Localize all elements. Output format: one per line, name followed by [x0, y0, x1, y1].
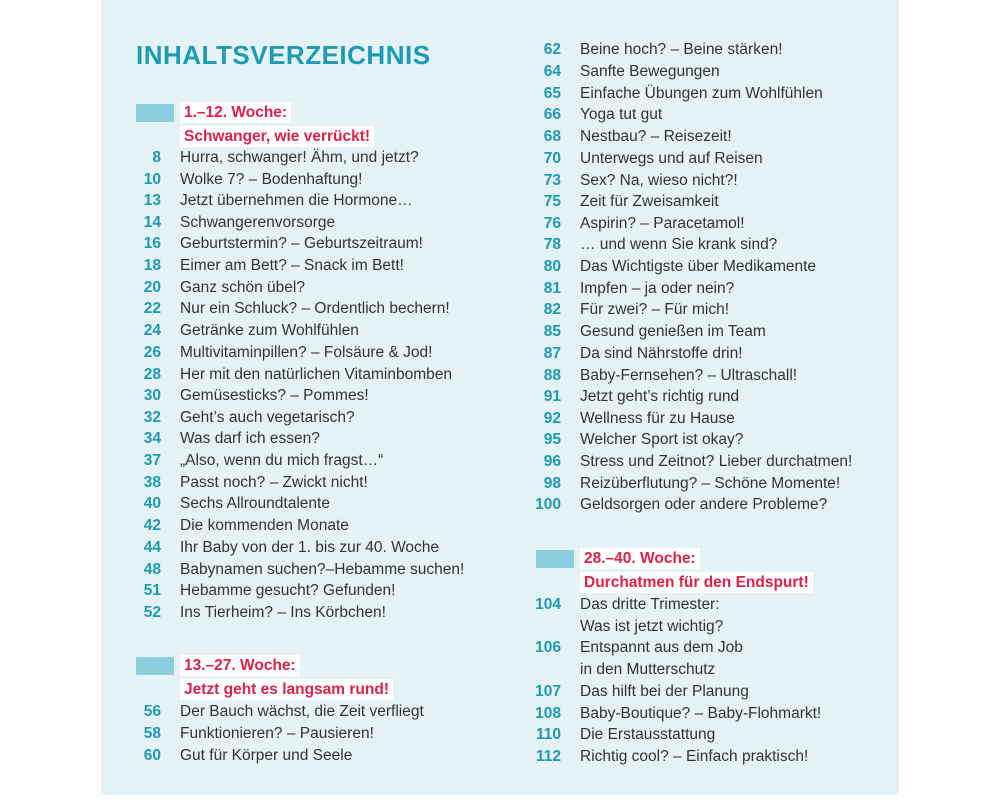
entry-title: Nur ein Schluck? – Ordentlich bechern! — [180, 300, 450, 317]
page-number: 73 — [543, 172, 561, 189]
entry-title: Schwangerenvorsorge — [180, 214, 336, 231]
page-number: 95 — [543, 431, 561, 448]
entry-title: Impfen – ja oder nein? — [580, 280, 735, 297]
page-number: 91 — [543, 388, 561, 405]
page-number: 66 — [543, 106, 561, 123]
page-number: 110 — [535, 726, 561, 743]
page-number: 44 — [143, 539, 161, 556]
page-number: 70 — [543, 150, 561, 167]
page-number: 30 — [143, 387, 161, 404]
toc-page — [101, 0, 899, 795]
page-number: 51 — [143, 582, 161, 599]
entry-title: Yoga tut gut — [580, 106, 663, 123]
entry-title: Sanfte Bewegungen — [580, 63, 720, 80]
entry-title: Multivitaminpillen? – Folsäure & Jod! — [180, 344, 433, 361]
entry-title: Baby-Fernsehen? – Ultraschall! — [580, 367, 798, 384]
page-number: 42 — [143, 517, 161, 534]
page-number: 60 — [143, 747, 161, 764]
page-number: 32 — [143, 409, 161, 426]
page-number: 56 — [143, 703, 161, 720]
section-bar — [536, 550, 574, 568]
entry-title: Das hilft bei der Planung — [580, 683, 749, 700]
entry-title: Geldsorgen oder andere Probleme? — [580, 496, 828, 513]
entry-title: Was darf ich essen? — [180, 430, 320, 447]
entry-title: Beine hoch? – Beine stärken! — [580, 41, 783, 58]
entry-title: Der Bauch wächst, die Zeit verfliegt — [180, 703, 424, 720]
entry-title: Gemüsesticks? – Pommes! — [180, 387, 369, 404]
entry-title: Nestbau? – Reisezeit! — [580, 128, 732, 145]
page-number: 112 — [535, 748, 561, 765]
entry-title: Zeit für Zweisamkeit — [580, 193, 719, 210]
entry-title: Die kommenden Monate — [180, 517, 349, 534]
entry-title: Geht’s auch vegetarisch? — [180, 409, 355, 426]
entry-title: Gesund genießen im Team — [580, 323, 766, 340]
entry-title: Babynamen suchen?–Hebamme suchen! — [180, 561, 465, 578]
entry-title: Aspirin? – Paracetamol! — [580, 215, 745, 232]
entry-title: Das Wichtigste über Medikamente — [580, 258, 817, 275]
entry-title: … und wenn Sie krank sind? — [580, 236, 778, 253]
section-subtitle: Schwanger, wie verrückt! — [180, 126, 374, 147]
entry-title: Sechs Allroundtalente — [180, 495, 330, 512]
entry-title: Ins Tierheim? – Ins Körbchen! — [180, 604, 386, 621]
page-number: 16 — [143, 235, 161, 252]
page-number: 106 — [535, 639, 561, 656]
page-number: 14 — [143, 214, 161, 231]
entry-title: Eimer am Bett? – Snack im Bett! — [180, 257, 404, 274]
entry-title: Für zwei? – Für mich! — [580, 301, 730, 318]
page-number: 92 — [543, 410, 561, 427]
page-number: 22 — [143, 300, 161, 317]
page-number: 64 — [543, 63, 561, 80]
page-number: 107 — [535, 683, 561, 700]
entry-title: „Also, wenn du mich fragst…“ — [180, 452, 384, 469]
page-number: 52 — [143, 604, 161, 621]
entry-title: Da sind Nährstoffe drin! — [580, 345, 743, 362]
entry-title: Geburtstermin? – Geburtszeitraum! — [180, 235, 423, 252]
page-number: 98 — [543, 475, 561, 492]
page-number: 8 — [152, 149, 161, 166]
entry-title: Passt noch? – Zwickt nicht! — [180, 474, 368, 491]
entry-title: Ganz schön übel? — [180, 279, 305, 296]
page-number: 48 — [143, 561, 161, 578]
entry-title: Hurra, schwanger! Ähm, und jetzt? — [180, 149, 419, 166]
page-number: 78 — [543, 236, 561, 253]
entry-title: Stress und Zeitnot? Lieber durchatmen! — [580, 453, 853, 470]
page-number: 87 — [543, 345, 561, 362]
entry-title: Unterwegs und auf Reisen — [580, 150, 763, 167]
entry-title: Einfache Übungen zum Wohlfühlen — [580, 85, 823, 102]
entry-title: Welcher Sport ist okay? — [580, 431, 744, 448]
entry-title-continued: Was ist jetzt wichtig? — [580, 618, 724, 635]
page-number: 82 — [543, 301, 561, 318]
section-title: 28.–40. Woche: — [580, 548, 700, 569]
entry-title: Sex? Na, wieso nicht?! — [580, 172, 738, 189]
page-number: 40 — [143, 495, 161, 512]
page-number: 20 — [143, 279, 161, 296]
page-number: 96 — [543, 453, 561, 470]
page-number: 108 — [535, 705, 561, 722]
page-number: 85 — [543, 323, 561, 340]
entry-title: Her mit den natürlichen Vitaminbomben — [180, 366, 452, 383]
entry-title: Funktionieren? – Pausieren! — [180, 725, 374, 742]
section-subtitle: Jetzt geht es langsam rund! — [180, 679, 393, 700]
page-number: 37 — [143, 452, 161, 469]
entry-title: Das dritte Trimester: — [580, 596, 720, 613]
entry-title: Ihr Baby von der 1. bis zur 40. Woche — [180, 539, 440, 556]
entry-title: Wellness für zu Hause — [580, 410, 735, 427]
section-title: 1.–12. Woche: — [180, 102, 291, 123]
page-number: 18 — [143, 257, 161, 274]
entry-title: Baby-Boutique? – Baby-Flohmarkt! — [580, 705, 822, 722]
page-title: INHALTSVERZEICHNIS — [136, 40, 431, 70]
page-number: 58 — [143, 725, 161, 742]
page-number: 81 — [543, 280, 561, 297]
entry-title: Wolke 7? – Bodenhaftung! — [180, 171, 363, 188]
page-number: 76 — [543, 215, 561, 232]
entry-title: Richtig cool? – Einfach praktisch! — [580, 748, 809, 765]
section-title: 13.–27. Woche: — [180, 655, 300, 676]
page-number: 104 — [535, 596, 561, 613]
entry-title: Gut für Körper und Seele — [180, 747, 353, 764]
section-bar — [136, 104, 174, 122]
entry-title: Jetzt geht’s richtig rund — [580, 388, 740, 405]
page-number: 24 — [143, 322, 161, 339]
page-number: 100 — [535, 496, 561, 513]
page-number: 68 — [543, 128, 561, 145]
page-number: 38 — [143, 474, 161, 491]
section-subtitle: Durchatmen für den Endspurt! — [580, 572, 813, 593]
page-number: 13 — [143, 192, 161, 209]
section-bar — [136, 657, 174, 675]
page-number: 10 — [143, 171, 161, 188]
page-number: 80 — [543, 258, 561, 275]
entry-title: Getränke zum Wohlfühlen — [180, 322, 359, 339]
entry-title: Jetzt übernehmen die Hormone… — [180, 192, 413, 209]
entry-title: Hebamme gesucht? Gefunden! — [180, 582, 396, 599]
page-number: 62 — [543, 41, 561, 58]
page-number: 26 — [143, 344, 161, 361]
entry-title: Die Erstausstattung — [580, 726, 716, 743]
page-number: 75 — [543, 193, 561, 210]
page-number: 34 — [143, 430, 161, 447]
entry-title: Reizüberflutung? – Schöne Momente! — [580, 475, 841, 492]
page-number: 65 — [543, 85, 561, 102]
page-number: 28 — [143, 366, 161, 383]
page-number: 88 — [543, 367, 561, 384]
entry-title: Entspannt aus dem Job — [580, 639, 743, 656]
entry-title-continued: in den Mutterschutz — [580, 661, 716, 678]
